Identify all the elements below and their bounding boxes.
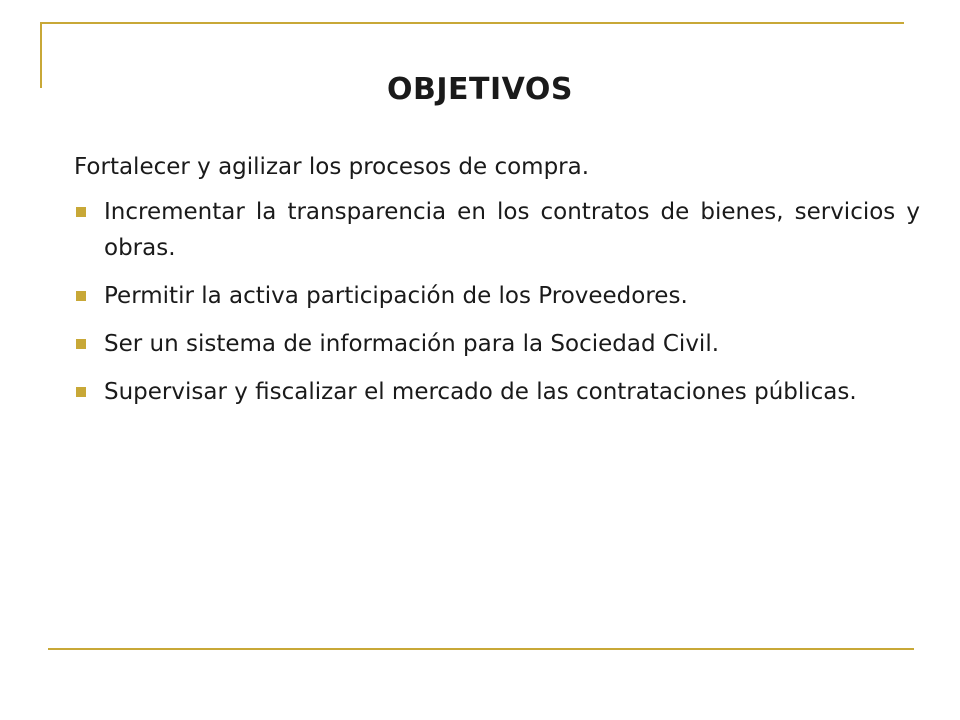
square-bullet-icon: [76, 339, 86, 349]
list-item: [74, 278, 920, 314]
intro-text: Fortalecer y agilizar los procesos de compra.: [74, 154, 590, 180]
list-item-text: Permitir la activa participación de los Proveedores.: [104, 283, 688, 309]
square-bullet-icon: [76, 207, 86, 217]
list-item-text: Incrementar la transparencia en los contratos de bienes, servicios y obras.: [104, 199, 920, 261]
list-item: [74, 326, 920, 362]
list-item: [74, 374, 920, 410]
objectives-list: [74, 194, 920, 422]
bottom-border-line: [48, 648, 914, 650]
list-item-text: Supervisar y fiscalizar el mercado de las contrataciones públicas.: [104, 379, 857, 405]
top-border-line: [40, 22, 904, 24]
square-bullet-icon: [76, 387, 86, 397]
slide-title: OBJETIVOS: [387, 72, 573, 107]
list-item-text: Ser un sistema de información para la Sociedad Civil.: [104, 331, 720, 357]
list-item: [74, 194, 920, 266]
square-bullet-icon: [76, 291, 86, 301]
